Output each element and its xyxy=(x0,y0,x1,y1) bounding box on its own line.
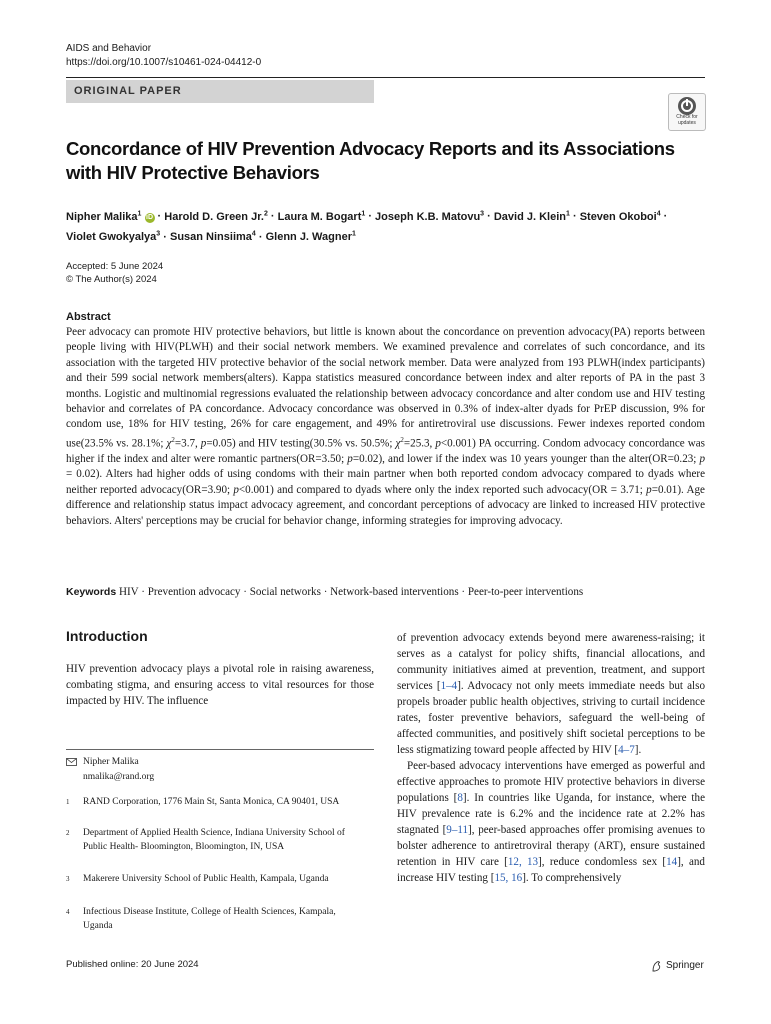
header-rule xyxy=(66,77,705,78)
journal-name: AIDS and Behavior xyxy=(66,43,152,54)
introduction-text-right xyxy=(397,630,705,886)
author-name[interactable]: Nipher Malika$^1$ iD xyxy=(66,210,153,223)
springer-horse-icon xyxy=(650,960,662,972)
check-updates-label: Check for updates xyxy=(676,114,698,126)
author-name[interactable]: Joseph K.B. Matovu$^3$ xyxy=(375,210,485,223)
author-affiliation-marker: 3 xyxy=(480,210,485,217)
corresponding-name: Nipher Malika xyxy=(83,757,139,767)
author-name[interactable]: Susan Ninsiima$^4$ xyxy=(169,230,256,244)
author-name[interactable]: Glenn J. Wagner$^1$ xyxy=(265,230,356,244)
envelope-icon xyxy=(66,758,77,766)
author-affiliation-marker: 4 xyxy=(251,230,256,238)
published-date: Published online: 20 June 2024 xyxy=(66,959,199,970)
orcid-icon[interactable]: iD xyxy=(146,213,153,221)
author-affiliation-marker: 1 xyxy=(351,230,356,238)
article-title: Concordance of HIV Prevention Advocacy Reports and its Associations with HIV Protective Behaviors xyxy=(66,138,675,183)
keyword-item: Prevention advocacy xyxy=(147,586,241,598)
article-dates xyxy=(66,260,163,286)
author-affiliation-marker: 2 xyxy=(263,210,268,217)
article-type-label: ORIGINAL PAPER xyxy=(74,85,182,97)
introduction-text-left: HIV prevention advocacy plays a pivotal role in raising awareness, combating stigma, and ensuring access to vital resources for those impacted by HIV. The influence xyxy=(66,663,374,707)
author-affiliation-marker: 1 xyxy=(566,210,570,217)
author-affiliation-marker: 4 xyxy=(656,210,661,217)
author-affiliation-marker: 3 xyxy=(156,230,161,238)
author-affiliation-marker: 1 xyxy=(137,210,142,217)
doi-link[interactable]: https://doi.org/10.1007/s10461-024-04412-0 xyxy=(66,57,262,68)
keywords-label: Keywords xyxy=(66,586,117,598)
keyword-item: Network-based interventions xyxy=(330,586,459,598)
keyword-item: HIV xyxy=(118,586,139,598)
corresponding-author xyxy=(83,755,154,785)
author-name[interactable]: Laura M. Bogart$^1$ xyxy=(277,210,366,223)
footnote-rule xyxy=(66,749,374,750)
publisher-name: Springer xyxy=(666,960,704,971)
keyword-item: Peer-to-peer interventions xyxy=(467,586,584,598)
keywords-line: Keywords HIV · Prevention advocacy · Social networks · Network-based interventions · Peer-to-peer interventions xyxy=(66,586,584,598)
author-name[interactable]: Steven Okoboi$^4$ xyxy=(579,210,661,223)
author-name[interactable]: David J. Klein$^1$ xyxy=(493,210,570,223)
corresponding-email[interactable]: nmalika@rand.org xyxy=(83,772,155,782)
journal-header xyxy=(66,42,261,70)
keyword-item: Social networks xyxy=(249,586,321,598)
intro-paragraph-2: Peer-based advocacy interventions have emerged as powerful and effective approaches to promote HIV protective behaviors in diverse populations [8]. In countries like Uganda, for instance, where the HIV prevalence rate is 6.2% and the incidence rate at 2.2% has stagnated [9–11], peer-based approaches offer promising avenues to bolster adherence to antiretroviral therapy (ART), ensure sustained retention in HIV care [12, 13], reduce condomless sex [14], and increase HIV testing [15, 16]. To comprehensively xyxy=(397,760,705,884)
intro-paragraph-1: of prevention advocacy extends beyond mere awareness-raising; it serves as a catalyst for policy shifts, financial allocations, and community initiatives aimed at prevention, treatment, and support services [1–4]. Advocacy not only meets immediate needs but also propels broader public health objectives, striving to curtail incidence rates, foster preventive behaviors, safeguard the well-being of affected communities, and positively shift societal perceptions to be less stigmatizing toward people affected by HIV [4–7]. xyxy=(397,632,705,756)
check-updates-icon xyxy=(678,97,696,115)
author-name[interactable]: Harold D. Green Jr.$^2$ xyxy=(164,210,268,223)
author-list: Nipher Malika$^1$ iD · Harold D. Green Jr.$^2$ · Laura M. Bogart$^1$ · Joseph K.B. Matovu$^3$ · David J. Klein$^1$ · Steven Okoboi$^4$ · Violet Gwokyalya$^3$ · Susan Ninsiima$^4$ · Glenn J. Wagner$^1$ xyxy=(66,210,668,244)
check-for-updates-button[interactable] xyxy=(668,93,706,131)
abstract-heading: Abstract xyxy=(66,311,111,323)
accepted-date: Accepted: 5 June 2024 xyxy=(66,261,164,272)
author-affiliation-marker: 1 xyxy=(361,210,366,217)
author-name[interactable]: Violet Gwokyalya$^3$ xyxy=(66,230,161,244)
abstract-text: Peer advocacy can promote HIV protective behaviors, but little is known about the concordance on prevention advocacy(PA) reports between people living with HIV(PLWH) and their social network members. We examined prevalence and correlates of such concordance, and its association with the targeted HIV protective behavior of the social network member. Data were analyzed from 193 PLWH(index participants) and their 599 social network members(alters). Kappa statistics measured concordance between index and alter reports of PA in the past 3 months. Logistic and multinomial regressions evaluated the relationship between advocacy concordance and alter condom use and HIV testing behavior and correlates of PA concordance. Advocacy concordance was observed in 0.3% of index-alter dyads for PrEP discussion, 9% for condom use, 18% for HIV testing, 26% for care engagement, and 49% for antiretroviral use discussions. Fewer indexes reported condom use(23.5% vs. 28.1%; $\chi^2=3.7$, p=0.05) and HIV testing(30.5% vs. 50.5%; $\chi^2=25.3$, p<0.001) PA occurring. Condom advocacy concordance was higher if the index and alter were romantic partners(OR=3.50; p=0.02), and lower if the index was 10 years younger than the alter(OR=0.23; p = 0.02). Alters had higher odds of using condoms with their main partner when both reported condom advocacy compared to dyads where neither reported advocacy(OR=3.90; p<0.001) and compared to dyads where only the index reported such advocacy(OR = 3.71; p=0.01). Age difference and relationship status impact advocacy agreement, and concordant perceptions of advocacy are linked to increased HIV protective behaviors. Alters' perceptions may be crucial for behavior change, informing strategies for improving advocacy. xyxy=(66,326,705,527)
introduction-heading: Introduction xyxy=(66,628,148,644)
copyright-notice: © The Author(s) 2024 xyxy=(66,274,157,285)
